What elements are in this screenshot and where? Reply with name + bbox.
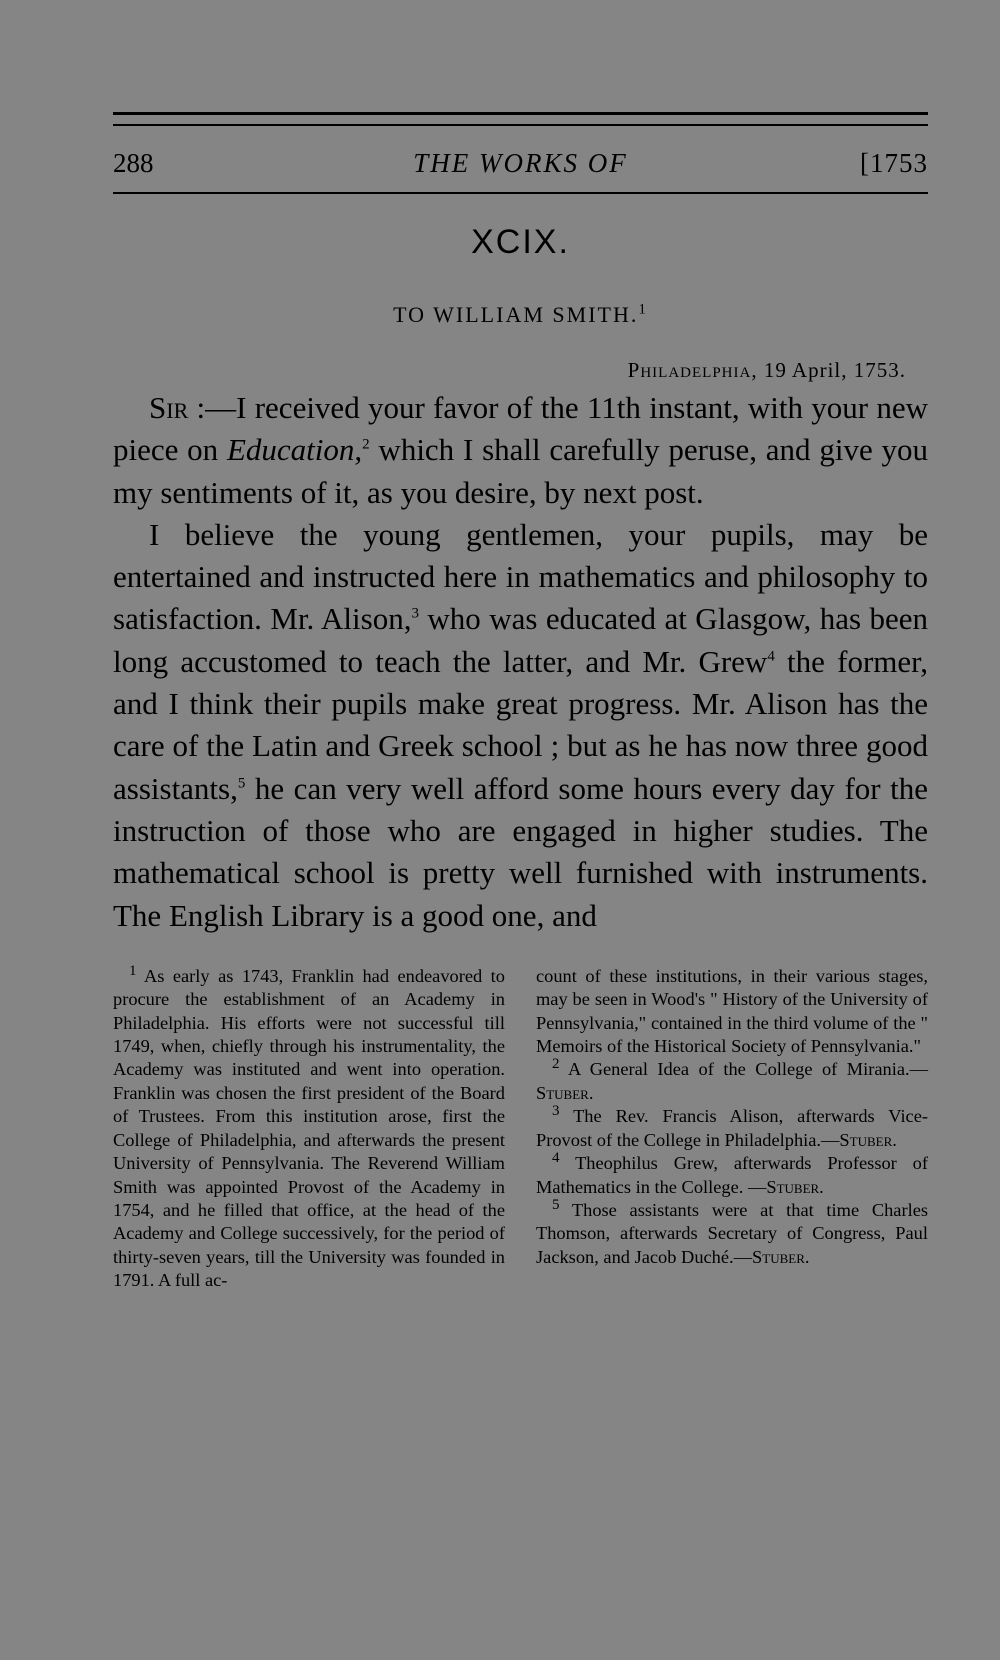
letter-body	[113, 387, 928, 937]
footnote-ref: 5	[237, 775, 246, 792]
footnote-source: Stuber.	[839, 1129, 897, 1150]
running-title: THE WORKS OF	[413, 148, 628, 178]
footnote-3	[536, 1105, 928, 1152]
footnote-text: The Rev. Francis Alison, afterwards Vice-Provost of the College in Philadelphia.—	[536, 1106, 928, 1150]
footnote-4	[536, 1149, 928, 1199]
dateline	[113, 358, 928, 383]
top-rule-thin	[113, 124, 928, 126]
footnote-1	[113, 962, 505, 1293]
letter-number: XCIX.	[471, 223, 570, 261]
italic-title: Education,	[226, 432, 363, 468]
dateline-place: Philadelphia,	[627, 358, 758, 382]
footnote-mark: 5	[552, 1196, 560, 1213]
dateline-date: 19 April, 1753.	[763, 358, 906, 382]
footnote-mark: 2	[552, 1056, 560, 1073]
text-run: who was educated at Glasgow, has been long accustomed to teach the latter, and Mr. Grew	[113, 601, 928, 679]
footnote-mark: 3	[552, 1103, 560, 1120]
header-rule	[113, 192, 928, 194]
page-number: 288	[113, 148, 154, 178]
footnote-2	[536, 1058, 928, 1105]
footnote-text: A General Idea of the College of Mirania.—	[567, 1059, 928, 1080]
footnote-mark: 4	[552, 1149, 560, 1166]
paragraph	[113, 387, 928, 514]
paragraph	[113, 514, 928, 937]
addressee-text: TO WILLIAM SMITH.	[393, 302, 639, 327]
text-run: he can very well afford some hours every day for the instruction of those who are engaged in higher studies. The mathematical school is pretty well furnished with instruments. The English Library is a good one, and	[113, 770, 928, 933]
footnote-text: As early as 1743, Franklin had endeavored to procure the establishment of an Academy in Philadelphia. His efforts were not successful till 1749, when, chiefly through his instrumentality, the Academy was instituted and went into operation. Franklin was chosen the first president of the Board of Trustees. From this institution arose, first the College of Philadelphia, and afterwards the present University of Pennsylvania. The Reverend William Smith was appointed Provost of the Academy in 1754, and he filled that office, at the head of the Academy and College successively, for the period of thirty-seven years, till the University was founded in 1791. A full ac-	[113, 965, 505, 1291]
footnotes	[113, 962, 929, 1293]
book-page	[113, 112, 928, 1293]
footnote-source: Stuber.	[766, 1176, 824, 1197]
top-rule	[113, 112, 928, 115]
footnote-source: Stuber.	[536, 1082, 594, 1103]
footnote-text: Those assistants were at that time Charles Thomson, afterwards Secretary of Congress, Paul Jackson, and Jacob Duché.—	[536, 1199, 929, 1267]
footnote-column-left	[113, 962, 505, 1293]
footnote-column-right	[536, 965, 928, 1293]
footnote-5	[536, 1196, 929, 1269]
running-year: [1753	[860, 148, 928, 178]
footnote-source: Stuber.	[752, 1246, 810, 1267]
addressee	[113, 302, 928, 328]
footnote-1-continued: count of these institutions, in their various stages, may be seen in Wood's " History of the University of Pennsylvania," contained in the third volume of the " Memoirs of the Historical Society of Pennsylvania."	[536, 965, 928, 1057]
footnote-text: Theophilus Grew, afterwards Professor of Mathematics in the College. —	[536, 1153, 928, 1197]
footnote-ref: 3	[411, 606, 419, 623]
text-run: which I shall carefully peruse, and give you my sentiments of it, as you desire, by next post.	[113, 432, 928, 510]
footnote-ref: 2	[362, 436, 370, 453]
footnote-ref: 4	[767, 648, 775, 665]
text-run: I believe the young gentlemen, your pupils, may be entertained and instructed here in mathematics and philosophy to satisfaction. Mr. Alison,	[113, 516, 928, 637]
running-head	[113, 148, 928, 188]
footnote-mark: 1	[129, 962, 137, 979]
text-run: the former, and I think their pupils make great progress. Mr. Alison has the care of the Latin and Greek school ; but as he has now three good assistants,	[113, 643, 928, 806]
footnote-ref: 1	[638, 301, 648, 318]
text-run: :—I received your favor of the 11th instant, with your new piece on	[113, 390, 928, 468]
salutation: Sir	[149, 390, 189, 425]
